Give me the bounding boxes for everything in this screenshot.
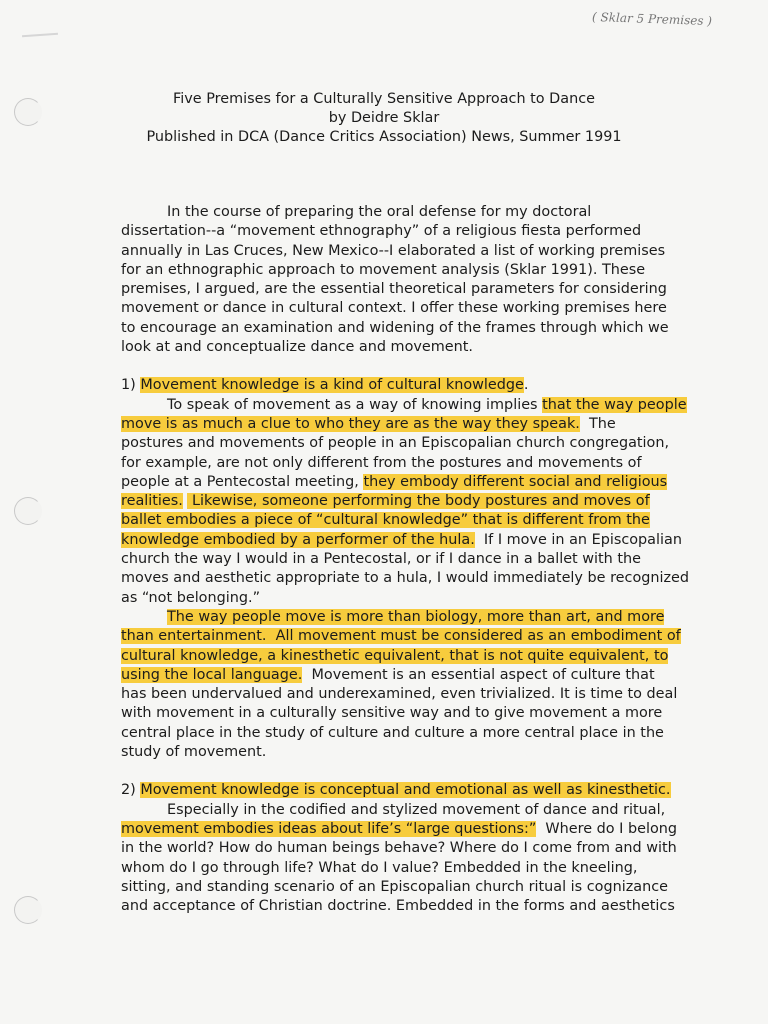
text-line: dissertation--a “movement ethnography” of a religious fiesta performed xyxy=(121,223,642,240)
text-line: in the world? How do human beings behave? Where do I come from and with xyxy=(121,840,677,857)
text-line: moves and aesthetic appropriate to a hula, I would immediately be recognized xyxy=(121,570,690,587)
text-line: Especially in the codified and stylized movement of dance and ritual, xyxy=(167,801,666,818)
text-line: with movement in a culturally sensitive way and to give movement a more xyxy=(121,705,663,722)
text-line: for example, are not only different from the postures and movements of xyxy=(121,454,642,471)
text-line xyxy=(121,666,711,685)
text-fragment: people at a Pentecostal meeting, xyxy=(121,473,364,490)
text-line xyxy=(121,415,711,434)
text-line xyxy=(121,608,711,627)
text-fragment: To speak of movement as a way of knowing implies xyxy=(167,396,543,413)
text-line xyxy=(121,492,711,511)
text-fragment: If I move in an Episcopalian xyxy=(474,531,682,548)
intro-paragraph xyxy=(121,203,711,357)
text-line: study of movement. xyxy=(121,744,267,761)
highlighted-text: knowledge embodied by a performer of the hula. xyxy=(121,531,475,548)
premise-number: 1) xyxy=(121,377,141,394)
document-header xyxy=(0,90,768,147)
highlighted-text: Movement knowledge is conceptual and emotional xyxy=(140,782,508,799)
highlighted-text: that the way people xyxy=(542,396,687,413)
premise-2 xyxy=(121,781,711,916)
premise-1-heading xyxy=(121,376,711,395)
text-line: as “not belonging.” xyxy=(121,589,261,606)
highlighted-text: cultural knowledge, a kinesthetic equivalent, that is not quite equivalent, to xyxy=(121,647,669,664)
publication-info: Published in DCA (Dance Critics Association) News, Summer 1991 xyxy=(146,129,622,145)
highlighted-text: Likewise, someone performing the body postures and moves of xyxy=(187,493,650,510)
text-line: whom do I go through life? What do I value? Embedded in the kneeling, xyxy=(121,859,638,876)
text-line: postures and movements of people in an Episcopalian church congregation, xyxy=(121,435,670,452)
text-fragment: The xyxy=(579,415,616,432)
highlighted-text: realities. xyxy=(121,493,183,510)
text-line: movement or dance in cultural context. I offer these working premises here xyxy=(121,300,667,317)
text-line: has been undervalued and underexamined, even trivialized. It is time to deal xyxy=(121,686,678,703)
text-line: for an ethnographic approach to movement analysis (Sklar 1991). These xyxy=(121,261,646,278)
text-line: annually in Las Cruces, New Mexico--I elaborated a list of working premises xyxy=(121,242,666,259)
document-title: Five Premises for a Culturally Sensitive Approach to Dance xyxy=(173,91,595,107)
text-line xyxy=(121,531,711,550)
premise-number: 2) xyxy=(121,782,141,799)
text-line xyxy=(121,511,711,530)
highlighted-text: they embody different social and religious xyxy=(363,473,668,490)
premise-2-heading xyxy=(121,781,711,800)
text-fragment: Where do I belong xyxy=(536,820,678,837)
text-line: sitting, and standing scenario of an Episcopalian church ritual is cognizance xyxy=(121,878,668,895)
text-line xyxy=(121,473,711,492)
text-line: central place in the study of culture and culture a more central place in the xyxy=(121,724,664,741)
highlighted-text: as well as kinesthetic. xyxy=(507,782,671,799)
highlighted-text: move is as much a clue to who they are as the way they speak. xyxy=(121,415,580,432)
text-line: church the way I would in a Pentecostal, or if I dance in a ballet with the xyxy=(121,551,641,568)
highlighted-text: using the local language. xyxy=(121,666,303,683)
document-author: by Deidre Sklar xyxy=(328,110,440,126)
premise-1-continued xyxy=(121,608,711,762)
text-line: In the course of preparing the oral defense for my doctoral xyxy=(167,204,592,220)
document-body xyxy=(121,203,711,916)
punch-hole xyxy=(14,896,42,924)
text-line xyxy=(121,647,711,666)
highlighted-text: Movement knowledge is a kind of cultural knowledge xyxy=(140,377,524,394)
scan-smudge xyxy=(22,33,58,38)
premise-1 xyxy=(121,376,711,608)
highlighted-text: ballet embodies a piece of “cultural knowledge” that is different from the xyxy=(121,512,650,529)
text-line: to encourage an examination and widening of the frames through which we xyxy=(121,319,669,336)
text-line xyxy=(121,396,711,415)
highlighted-text: movement embodies ideas about life’s “large questions:” xyxy=(121,820,537,837)
highlighted-text: The way people move is more than biology, more than art, and more xyxy=(167,608,665,625)
text-line xyxy=(121,820,711,839)
text-fragment: . xyxy=(523,377,529,394)
highlighted-text: than entertainment. All movement must be considered as an embodiment of xyxy=(121,628,681,645)
text-line xyxy=(121,627,711,646)
text-fragment: Movement is an essential aspect of culture that xyxy=(302,666,655,683)
text-line: look at and conceptualize dance and movement. xyxy=(121,339,473,356)
punch-hole xyxy=(14,497,42,525)
text-line: and acceptance of Christian doctrine. Embedded in the forms and aesthetics xyxy=(121,898,675,915)
handwritten-note: ( Sklar 5 Premises ) xyxy=(591,9,713,29)
text-line: premises, I argued, are the essential theoretical parameters for considering xyxy=(121,281,667,298)
